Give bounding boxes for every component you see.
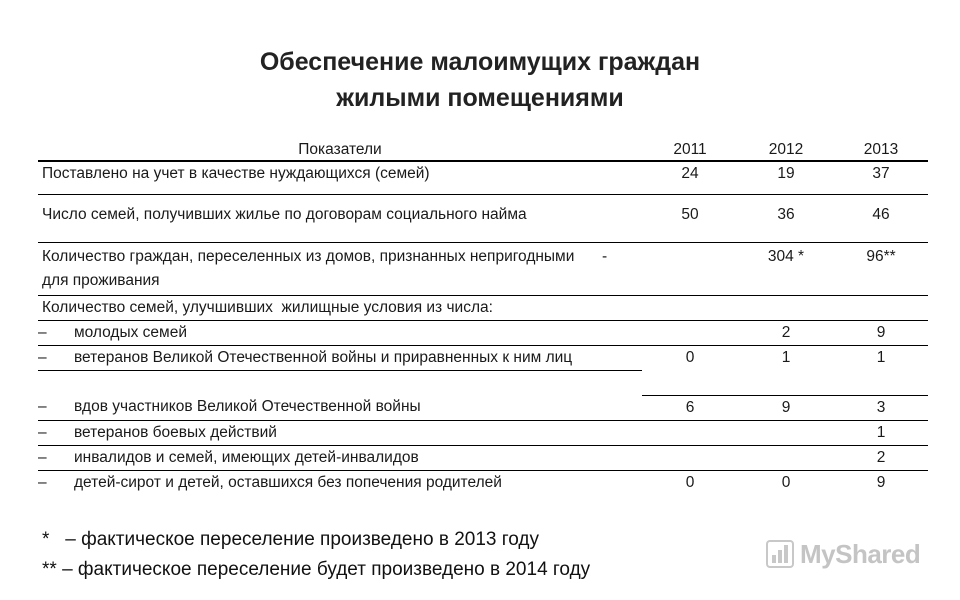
cell-2012: 304 * — [738, 242, 834, 295]
table-row — [38, 470, 928, 496]
cell-2011: 50 — [642, 194, 738, 242]
cell-2013: 46 — [834, 194, 928, 242]
cell-2012: 19 — [738, 161, 834, 194]
watermark-text: MyShared — [800, 538, 921, 569]
cell-2013 — [834, 295, 928, 320]
row-label: Поставлено на учет в качестве нуждающихся (семей) — [38, 161, 642, 194]
cell-2011 — [642, 445, 738, 470]
footnote-1: * – фактическое переселение произведено в 2013 году — [42, 529, 539, 550]
bar-chart-icon — [766, 540, 794, 568]
row-label: Число семей, получивших жилье по договорам социального найма — [38, 194, 642, 242]
cell-2011 — [642, 295, 738, 320]
row-label: Количество семей, улучшивших жилищные условия из числа: — [38, 295, 642, 320]
row-label — [38, 320, 642, 345]
cell-2011 — [602, 242, 738, 295]
cell-2013: 9 — [876, 473, 886, 491]
header-2011: 2011 — [642, 140, 738, 161]
row-label — [38, 242, 642, 295]
row-label — [38, 346, 642, 371]
cell-2012: 9 — [738, 395, 834, 420]
dash-marker: – — [38, 423, 47, 441]
page-title — [0, 44, 960, 116]
cell-2013: 1 — [834, 420, 928, 445]
cell-2011: 0 — [642, 345, 738, 395]
footnotes — [42, 525, 590, 585]
cell-2012 — [738, 445, 834, 470]
cell-2013: 3 — [834, 395, 928, 420]
table-row — [38, 445, 928, 470]
table-row — [38, 295, 928, 320]
table-row — [38, 242, 928, 295]
housing-table — [38, 140, 928, 496]
row-label-text: ветеранов Великой Отечественной войны и приравненных к ним лиц — [74, 348, 573, 366]
row-label-text: Количество граждан, переселенных из домов, признанных непригодными для проживания — [42, 247, 575, 289]
row-label-text: вдов участников Великой Отечественной войны — [74, 398, 421, 415]
table-row — [38, 395, 928, 420]
cell-2012 — [738, 295, 834, 320]
cell-2012: 36 — [738, 194, 834, 242]
header-2012: 2012 — [738, 140, 834, 161]
dash-marker: – — [38, 398, 47, 415]
footnote-2: ** – фактическое переселение будет произведено в 2014 году — [42, 559, 591, 580]
cell-2013: 96** — [834, 242, 928, 295]
row-label-text: ветеранов боевых действий — [74, 423, 277, 441]
cell-2011-value: - — [602, 247, 608, 265]
cell-2011: 24 — [642, 161, 738, 194]
dash-marker: – — [38, 448, 47, 466]
header-indicators: Показатели — [38, 140, 642, 161]
dash-marker: – — [38, 323, 47, 341]
row-label-text: инвалидов и семей, имеющих детей-инвалидов — [74, 448, 419, 466]
cell-2013: 2 — [834, 445, 928, 470]
table-row — [38, 420, 928, 445]
table-header-row — [38, 140, 928, 161]
dash-marker: – — [38, 473, 47, 491]
cell-2011: 0 — [685, 473, 695, 491]
cell-2013: 1 — [834, 345, 928, 395]
row-label — [38, 395, 642, 420]
title-line-1: Обеспечение малоимущих граждан — [259, 48, 701, 76]
cell-2012 — [738, 420, 834, 445]
row-label — [38, 470, 642, 496]
table-row — [38, 161, 928, 194]
cell-2012: 2 — [738, 320, 834, 345]
row-label-text: молодых семей — [74, 323, 187, 341]
cell-2011 — [642, 420, 738, 445]
cell-2011 — [642, 320, 738, 345]
header-2013: 2013 — [834, 140, 928, 161]
cell-2012: 0 — [781, 473, 791, 491]
table-row — [38, 320, 928, 345]
cell-2012: 1 — [738, 345, 834, 395]
table-row — [38, 345, 928, 395]
cell-2013: 37 — [834, 161, 928, 194]
cell-2013: 9 — [834, 320, 928, 345]
row-label — [38, 420, 642, 445]
cell-2011: 6 — [642, 395, 738, 420]
table-row — [38, 194, 928, 242]
row-label — [38, 445, 642, 470]
row-label-text: детей-сирот и детей, оставшихся без попечения родителей — [74, 473, 502, 491]
dash-marker: – — [38, 348, 47, 366]
watermark-logo — [766, 534, 920, 574]
title-line-2: жилыми помещениями — [336, 84, 624, 112]
